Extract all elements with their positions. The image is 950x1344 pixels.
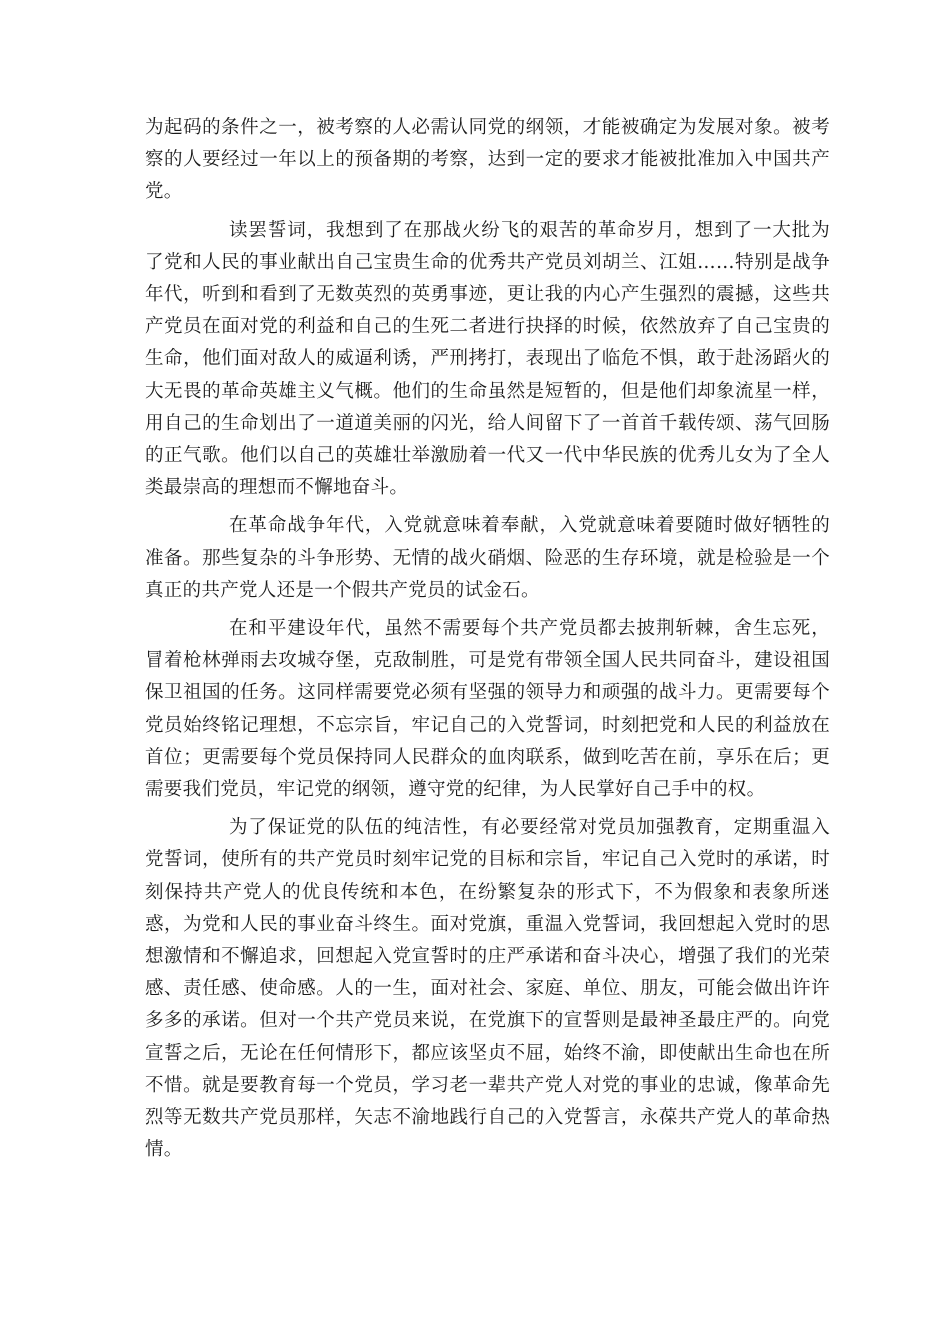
paragraph-4: 在和平建设年代，虽然不需要每个共产党员都去披荆斩棘，舍生忘死，冒着枪林弹雨去攻城夺堡，克敌制胜，可是党有带领全国人民共同奋斗，建设祖国保卫祖国的任务。这同样需要党必须有坚强的领导力和顽强的战斗力。更需要每个党员始终铭记理想，不忘宗旨，牢记自己的入党誓词，时刻把党和人民的利益放在首位；更需要每个党员保持同人民群众的血肉联系，做到吃苦在前，享乐在后；更需要我们党员，牢记党的纲领，遵守党的纪律，为人民掌好自己手中的权。	[145, 618, 830, 801]
paragraph-2: 读罢誓词，我想到了在那战火纷飞的艰苦的革命岁月，想到了一大批为了党和人民的事业献出自己宝贵生命的优秀共产党员刘胡兰、江姐……特别是战争年代，听到和看到了无数英烈的英勇事迹，更让我的内心产生强烈的震撼，这些共产党员在面对党的利益和自己的生死二者进行抉择的时候，依然放弃了自己宝贵的生命，他们面对敌人的威逼利诱，严刑拷打，表现出了临危不惧，敢于赴汤蹈火的大无畏的革命英雄主义气概。他们的生命虽然是短暂的，但是他们却象流星一样，用自己的生命划出了一道道美丽的闪光，给人间留下了一首首千载传颂、荡气回肠的正气歌。他们以自己的英雄壮举激励着一代又一代中华民族的优秀儿女为了全人类最崇高的理想而不懈地奋斗。	[145, 219, 830, 499]
paragraph-1: 为起码的条件之一，被考察的人必需认同党的纲领，才能被确定为发展对象。被考察的人要经过一年以上的预备期的考察，达到一定的要求才能被批准加入中国共产党。	[145, 117, 830, 203]
document-page	[145, 112, 830, 1173]
paragraph-3: 在革命战争年代，入党就意味着奉献，入党就意味着要随时做好牺牲的准备。那些复杂的斗争形势、无情的战火硝烟、险恶的生存环境，就是检验是一个真正的共产党人还是一个假共产党员的试金石。	[145, 515, 830, 601]
paragraph-5: 为了保证党的队伍的纯洁性，有必要经常对党员加强教育，定期重温入党誓词，使所有的共产党员时刻牢记党的目标和宗旨，牢记自己入党时的承诺，时刻保持共产党人的优良传统和本色，在纷繁复杂的形式下，不为假象和表象所迷惑，为党和人民的事业奋斗终生。面对党旗，重温入党誓词，我回想起入党时的思想激情和不懈追求，回想起入党宣誓时的庄严承诺和奋斗决心，增强了我们的光荣感、责任感、使命感。人的一生，面对社会、家庭、单位、朋友，可能会做出许许多多的承诺。但对一个共产党员来说，在党旗下的宣誓则是最神圣最庄严的。向党宣誓之后，无论在任何情形下，都应该坚贞不屈，始终不渝，即使献出生命也在所不惜。就是要教育每一个党员，学习老一辈共产党人对党的事业的忠诚，像革命先烈等无数共产党员那样，矢志不渝地践行自己的入党誓言，永葆共产党人的革命热情。	[145, 817, 830, 1161]
